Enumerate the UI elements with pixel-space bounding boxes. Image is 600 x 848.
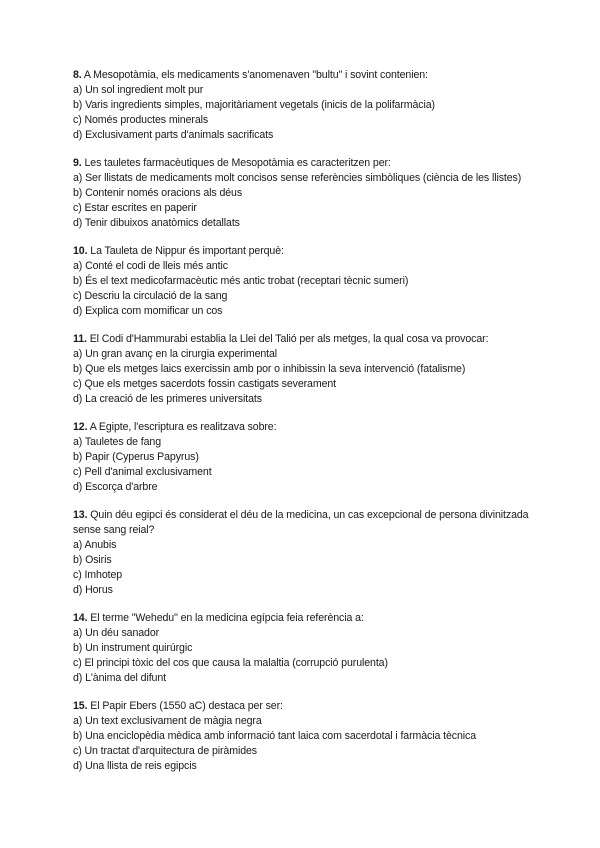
option-c: c) Imhotep	[73, 569, 123, 581]
question-stem	[73, 611, 543, 626]
question-stem	[73, 699, 543, 714]
question-stem	[73, 332, 543, 347]
option-a: a) Tauletes de fang	[73, 436, 162, 448]
question-14	[73, 611, 543, 686]
question-stem	[73, 244, 543, 259]
option-a: a) Anubis	[73, 539, 117, 551]
option-d: d) Tenir dibuixos anatòmics detallats	[73, 217, 240, 229]
question-stem	[73, 420, 543, 435]
option-a: a) Conté el codi de lleis més antic	[73, 260, 228, 272]
question-stem	[73, 156, 543, 171]
question-text: El terme "Wehedu" en la medicina egípcia feia referència a:	[90, 612, 364, 624]
option-d: d) Horus	[73, 584, 113, 596]
question-text: El Papir Ebers (1550 aC) destaca per ser:	[90, 700, 283, 712]
option-b: b) Una enciclopèdia mèdica amb informació tant laica com sacerdotal i farmàcia tècnica	[73, 730, 476, 742]
option-list	[73, 626, 543, 686]
option-b: b) Contenir només oracions als déus	[73, 187, 243, 199]
question-text: El Codi d'Hammurabi establia la Llei del Talió per als metges, la qual cosa va provocar:	[89, 333, 489, 345]
option-a: a) Un sol ingredient molt pur	[73, 84, 204, 96]
option-c: c) Estar escrites en paperir	[73, 202, 197, 214]
question-12	[73, 420, 543, 495]
question-text: A Egipte, l'escriptura es realitzava sobre:	[89, 421, 277, 433]
question-8	[73, 68, 543, 143]
question-number: 9.	[73, 157, 82, 169]
option-d: d) Explica com momificar un cos	[73, 305, 223, 317]
option-c: c) Que els metges sacerdots fossin castigats severament	[73, 378, 336, 390]
question-number: 11.	[73, 333, 87, 345]
question-number: 15.	[73, 700, 88, 712]
option-d: d) Escorça d'arbre	[73, 481, 158, 493]
option-list	[73, 259, 543, 319]
option-b: b) Que els metges laics exercissin amb por o inhibissin la seva intervenció (fatalisme)	[73, 363, 466, 375]
question-15	[73, 699, 543, 774]
question-number: 14.	[73, 612, 88, 624]
question-text: Quin déu egipci és considerat el déu de la medicina, un cas excepcional de persona divinitzada sense sang reial?	[73, 509, 529, 536]
option-c: c) El principi tòxic del cos que causa la malaltia (corrupció purulenta)	[73, 657, 388, 669]
question-number: 8.	[73, 69, 82, 81]
option-a: a) Un gran avanç en la cirurgia experimental	[73, 348, 278, 360]
question-list	[73, 68, 543, 787]
option-list	[73, 538, 543, 598]
option-c: c) Pell d'animal exclusivament	[73, 466, 212, 478]
option-b: b) Papir (Cyperus Papyrus)	[73, 451, 199, 463]
option-list	[73, 347, 543, 407]
option-list	[73, 171, 543, 231]
question-text: A Mesopotàmia, els medicaments s'anomenaven "bultu" i sovint contenien:	[83, 69, 428, 81]
question-11	[73, 332, 543, 407]
option-list	[73, 714, 543, 774]
question-13	[73, 508, 543, 598]
question-stem	[73, 508, 543, 538]
question-number: 13.	[73, 509, 88, 521]
option-b: b) Varis ingredients simples, majoritàriament vegetals (inicis de la polifarmàcia)	[73, 99, 435, 111]
question-number: 10.	[73, 245, 88, 257]
question-10	[73, 244, 543, 319]
option-c: c) Un tractat d'arquitectura de piràmides	[73, 745, 257, 757]
option-a: a) Un text exclusivament de màgia negra	[73, 715, 262, 727]
option-c: c) Només productes minerals	[73, 114, 209, 126]
option-d: d) Exclusivament parts d'animals sacrificats	[73, 129, 274, 141]
option-b: b) Osiris	[73, 554, 112, 566]
option-a: a) Un déu sanador	[73, 627, 160, 639]
option-list	[73, 435, 543, 495]
question-stem	[73, 68, 543, 83]
option-a: a) Ser llistats de medicaments molt concisos sense referències simbòliques (ciència de les llistes)	[73, 172, 522, 184]
question-text: La Tauleta de Nippur és important perquè:	[90, 245, 284, 257]
question-number: 12.	[73, 421, 88, 433]
option-d: d) L'ànima del difunt	[73, 672, 166, 684]
option-list	[73, 83, 543, 143]
option-c: c) Descriu la circulació de la sang	[73, 290, 228, 302]
option-d: d) Una llista de reis egipcis	[73, 760, 197, 772]
question-text: Les tauletes farmacèutiques de Mesopotàmia es caracteritzen per:	[84, 157, 391, 169]
option-b: b) Un instrument quirúrgic	[73, 642, 193, 654]
option-b: b) És el text medicofarmacèutic més antic trobat (receptari tècnic sumeri)	[73, 275, 409, 287]
question-9	[73, 156, 543, 231]
option-d: d) La creació de les primeres universitats	[73, 393, 262, 405]
